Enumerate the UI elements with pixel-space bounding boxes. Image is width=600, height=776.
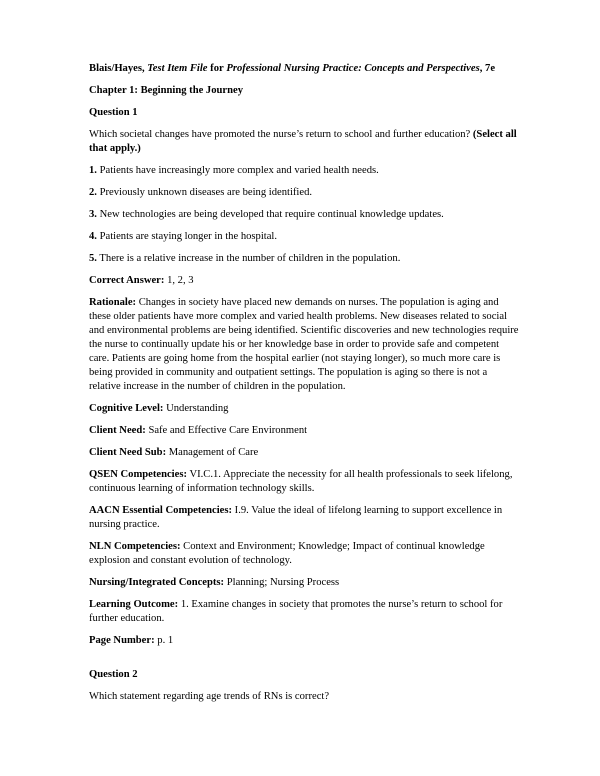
aacn-competencies: AACN Essential Competencies: I.9. Value the ideal of lifelong learning to support excellence in nursing practice. [89, 505, 503, 530]
question-1-instruction: (Select all that apply.) [89, 129, 517, 154]
document-page [89, 62, 521, 712]
header-book-title: Professional Nursing Practice: Concepts and Perspectives [226, 63, 480, 74]
header-authors: Blais/Hayes, [89, 63, 145, 74]
header-edition: , 7e [479, 63, 496, 74]
learning-outcome: Learning Outcome: 1. Examine changes in society that promotes the nurse’s return to school for further education. [89, 599, 503, 624]
qsen-competencies: QSEN Competencies: VI.C.1. Appreciate the necessity for all health professionals to seek lifelong, continuous learning of information technology skills. [89, 469, 513, 494]
header-for: for [210, 63, 224, 74]
question-1-title: Question 1 [89, 107, 138, 118]
cognitive-level: Cognitive Level: Understanding [89, 403, 229, 414]
rationale: Rationale: Changes in society have placed new demands on nurses. The population is aging and these older patients have more complex and varied health problems. New diseases related to social and environmental problems are being identified. Scientific discoveries and new technologies require the nurse to continually update his or her knowledge base in order to provide safe and competent care. Patients are going home from the hospital earlier (not staying longer), so much more care is being provided in community and outpatient settings. The population is aging so there is not a relative increase in the number of children in the population. [89, 297, 519, 392]
nln-competencies: NLN Competencies: Context and Environment; Knowledge; Impact of continual knowledge explosion and constant evolution of technology. [89, 541, 485, 566]
client-need: Client Need: Safe and Effective Care Environment [89, 425, 308, 436]
option-2: 2. Previously unknown diseases are being identified. [89, 187, 313, 198]
chapter-title: Chapter 1: Beginning the Journey [89, 85, 244, 96]
header-test-item-file: Test Item File [147, 63, 208, 74]
question-1-stem-text: Which societal changes have promoted the nurse’s return to school and further education? [89, 129, 471, 140]
option-5: 5. There is a relative increase in the number of children in the population. [89, 253, 401, 264]
question-1-stem [89, 128, 521, 156]
document-header [89, 62, 521, 76]
option-1: 1. Patients have increasingly more complex and varied health needs. [89, 165, 379, 176]
nursing-concepts: Nursing/Integrated Concepts: Planning; Nursing Process [89, 577, 340, 588]
option-4: 4. Patients are staying longer in the hospital. [89, 231, 278, 242]
option-3: 3. New technologies are being developed that require continual knowledge updates. [89, 209, 444, 220]
page-number: Page Number: p. 1 [89, 635, 174, 646]
client-need-sub: Client Need Sub: Management of Care [89, 447, 259, 458]
question-2-title: Question 2 [89, 669, 138, 680]
question-2-stem: Which statement regarding age trends of RNs is correct? [89, 691, 330, 702]
correct-answer: Correct Answer: 1, 2, 3 [89, 275, 194, 286]
